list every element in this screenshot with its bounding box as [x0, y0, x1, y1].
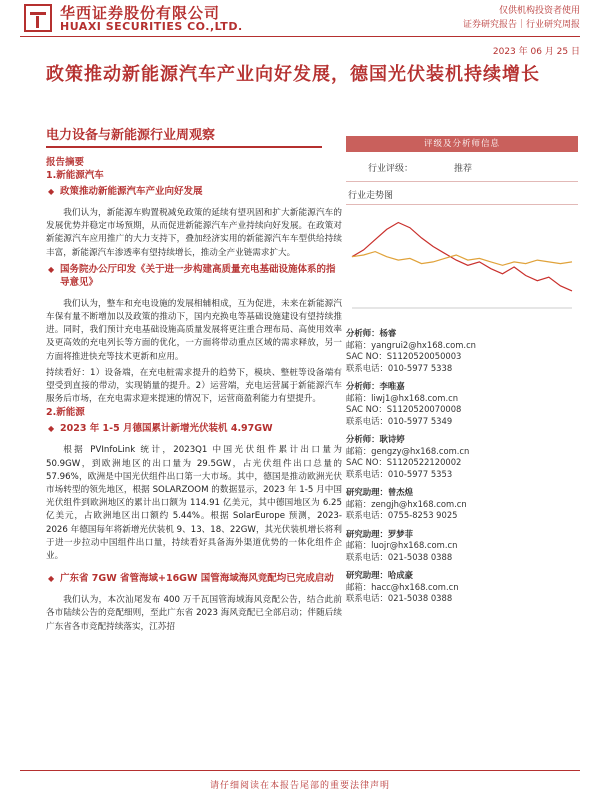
analyst-email: 邮箱：gengzy@hx168.com.cn: [346, 445, 470, 456]
research-assistant-card: [346, 529, 578, 564]
analyst-card: [346, 328, 578, 374]
paragraph: 我们认为，新能源车购置税减免政策的延续有望巩固和扩大新能源汽车的发展优势并稳定市场预期，从而促进新能源汽车产业持续向好发展。在政策对新能源汽车应用推广的大力支持下，叠加经济实用的新能源汽车车型供给持续丰富，新能源汽车渗透率有望持续增长，推动全产业链需求扩大。: [46, 208, 342, 258]
section-heading-new-energy: 2.新能源: [46, 407, 85, 419]
paragraph: 根据 PVInfoLink 统计，2023Q1 中国光伏组件累计出口量为 50.9GW，到欧洲地区的出口量为 29.5GW，占光伏组件出口总量的 57.96%，欧洲是中国光伏组件出口第一大市场。其中，德国是推动欧洲光伏市场转型的领先地区，根据 SOLARZOOM 的数据显示，2023 年 1-5 月中国光伏组件到欧洲地区的累计出口额为 114.91 亿美元，其中德国地区为 6.25 亿美元，占欧洲地区出口额约 5.44%。根据 SolarEurope 预测，2023-2026 年德国每年将新增光伏装机 9、13、18、22GW，其光伏装机增长将利于进一步拉动中国组件出口量，持续看好具备海外渠道优势的一体化组件企业。: [46, 445, 342, 562]
analyst-card: [346, 381, 578, 427]
paragraph: 持续看好：1）设备端，在充电桩需求提升的趋势下，模块、整桩等设备端有望受到直接的带动，实现销量的提升。2）运营端，充电运营属于新能源汽车服务后市场，在充电需求迎来提速的情况下，运营商盈利能力有望提升。: [46, 367, 342, 405]
paragraph: 我们认为，本次汕尾发布 400 万千瓦国管海域海风竞配公告，结合此前各市陆续公告的竞配细则，至此广东省 2023 海风竞配已全部启动；伴随后续广东省各市竞配持续落实，江苏招: [46, 595, 342, 632]
report-header: [0, 0, 600, 57]
analyst-card: [346, 434, 578, 480]
report-footer: [0, 770, 600, 800]
trend-chart: [346, 208, 578, 318]
industry-rating: [346, 152, 578, 182]
company-name-cn: 华西证券股份有限公司: [60, 4, 221, 22]
industry-trend: [346, 182, 578, 324]
assistant-phone: 联系电话：0755-8253 9025: [346, 510, 458, 520]
company-logo-icon: [24, 4, 52, 32]
bullet-heading: ◆ 2023 年 1-5 月德国累计新增光伏装机 4.97GW: [46, 422, 342, 435]
report-type: 证券研究报告｜行业研究周报: [462, 20, 580, 30]
series-line-0: [352, 223, 572, 291]
rating-value: 推荐: [454, 164, 473, 174]
analyst-role: 分析师：李唯嘉: [346, 381, 405, 391]
legal-notice: 请仔细阅读在本报告尾部的重要法律声明: [209, 781, 390, 791]
analyst-sidebar: [346, 136, 578, 612]
bullet-heading: ◆ 政策推动新能源汽车产业向好发展: [46, 185, 342, 198]
assistant-email: 邮箱：zengjh@hx168.com.cn: [346, 498, 467, 509]
assistant-email: 邮箱：hacc@hx168.com.cn: [346, 581, 459, 592]
subtitle-divider: [46, 146, 322, 148]
assistant-role: 研究助理：罗梦菲: [346, 528, 413, 539]
analyst-sac: SAC NO：S1120522120002: [346, 457, 462, 467]
analyst-phone: 联系电话：010-5977 5353: [346, 468, 453, 479]
section-heading-nev: 1.新能源汽车: [46, 170, 104, 181]
trend-divider: [346, 204, 578, 205]
analyst-role: 分析师：杨睿: [346, 328, 397, 338]
analyst-email: 邮箱：yangrui2@hx168.com.cn: [346, 339, 476, 350]
analyst-email: 邮箱：liwj1@hx168.com.cn: [346, 392, 459, 403]
company-name-en: HUAXI SECURITIES CO.,LTD.: [60, 20, 243, 33]
header-divider: [20, 36, 580, 37]
report-date: 2023 年 06 月 25 日: [492, 47, 580, 57]
analyst-phone: 联系电话：010-5977 5349: [346, 415, 453, 426]
report-subtitle: 电力设备与新能源行业周观察: [46, 128, 216, 143]
footer-divider: [20, 770, 580, 771]
report-summary: [46, 156, 342, 634]
analyst-sac: SAC NO：S1120520070008: [346, 404, 462, 414]
assistant-role: 研究助理：曾杰煌: [346, 487, 413, 497]
bullet-heading: ◆ 国务院办公厅印发《关于进一步构建高质量充电基础设施体系的指导意见》: [46, 263, 342, 289]
analyst-sac: SAC NO：S1120520050003: [346, 351, 462, 361]
summary-label: 报告摘要: [46, 157, 85, 168]
bullet-heading: ◆ 广东省 7GW 省管海域+16GW 国管海域海风竞配均已完成启动: [46, 572, 342, 585]
analyst-phone: 联系电话：010-5977 5338: [346, 362, 453, 373]
assistant-email: 邮箱：luojr@hx168.com.cn: [346, 540, 458, 550]
report-title: 政策推动新能源汽车产业向好发展，德国光伏装机持续增长: [46, 64, 540, 85]
trend-title: 行业走势图: [348, 191, 394, 201]
research-assistant-card: [346, 570, 578, 605]
info-bar: 评级及分析师信息: [346, 136, 578, 152]
analyst-list: [346, 328, 578, 605]
research-assistant-card: [346, 487, 578, 522]
audience-note: 仅供机构投资者使用: [498, 6, 580, 16]
rating-label: 行业评级：: [368, 164, 414, 174]
assistant-role: 研究助理：哈成豪: [346, 570, 413, 580]
assistant-phone: 联系电话：021-5038 0388: [346, 593, 453, 603]
paragraph: 我们认为，整车和充电设施的发展相辅相成，互为促进，未来在新能源汽车保有量不断增加以及政策的推动下，国内充换电等基础设施建设有望持续推进。同时，我们预计充电基础设施高质量发展将更注重合理布局、高使用效率及更高效的充电列长等方面的优化，一方面将带动重点区域的需求释放，另一方面将推进快充等技术更新和应用。: [46, 298, 342, 362]
analyst-role: 分析师：耿诗婷: [346, 434, 405, 444]
assistant-phone: 联系电话：021-5038 0388: [346, 551, 453, 562]
